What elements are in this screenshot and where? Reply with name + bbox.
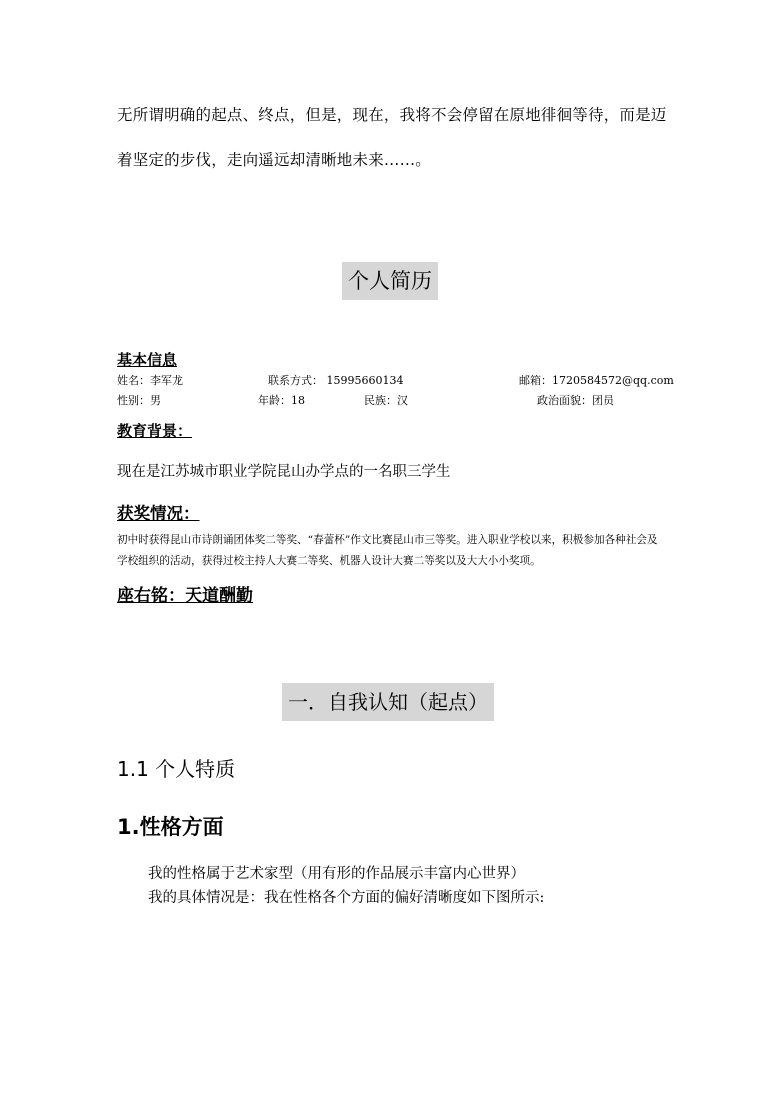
motto-label: 座右铭： (117, 586, 185, 606)
personality-line-2: 我的具体情况是：我在性格各个方面的偏好清晰度如下图所示: (148, 890, 545, 906)
education-text: 现在是江苏城市职业学院昆山办学点的一名职三学生 (117, 464, 451, 480)
info-ethnicity: 民族：汉 (364, 394, 408, 407)
intro-line-1: 无所谓明确的起点、终点，但是，现在，我将不会停留在原地徘徊等待，而是迈 (117, 106, 667, 124)
info-gender: 性别：男 (117, 394, 161, 407)
info-political: 政治面貌：团员 (537, 394, 614, 407)
chapter-title: 一．自我认知（起点） (282, 683, 494, 721)
basic-info-heading: 基本信息 (117, 351, 178, 369)
info-name: 姓名：李军龙 (117, 374, 183, 387)
info-age: 年龄：18 (258, 394, 305, 407)
education-heading: 教育背景： (117, 422, 193, 440)
personality-line-1: 我的性格属于艺术家型（用有形的作品展示丰富内心世界） (148, 866, 525, 882)
motto (117, 581, 253, 606)
info-email: 邮箱：1720584572@qq.com (519, 374, 674, 387)
section-1-heading: 1.性格方面 (117, 815, 224, 839)
awards-heading: 获奖情况： (117, 504, 200, 523)
section-1-1-heading: 1.1 个人特质 (117, 757, 236, 781)
intro-line-2: 着坚定的步伐，走向遥远却清晰地未来……。 (117, 151, 432, 169)
awards-text: 初中时获得昆山市诗朗诵团体奖二等奖、“春蕾杯”作文比赛昆山市三等奖。进入职业学校以来，积极参加各种社会及学校组织的活动，获得过校主持人大赛二等奖、机器人设计大赛二等奖以及大大小小奖项。 (117, 534, 658, 567)
info-contact: 联系方式： 15995660134 (268, 374, 404, 387)
resume-title: 个人简历 (342, 262, 438, 300)
motto-value: 天道酬勤 (185, 586, 253, 606)
